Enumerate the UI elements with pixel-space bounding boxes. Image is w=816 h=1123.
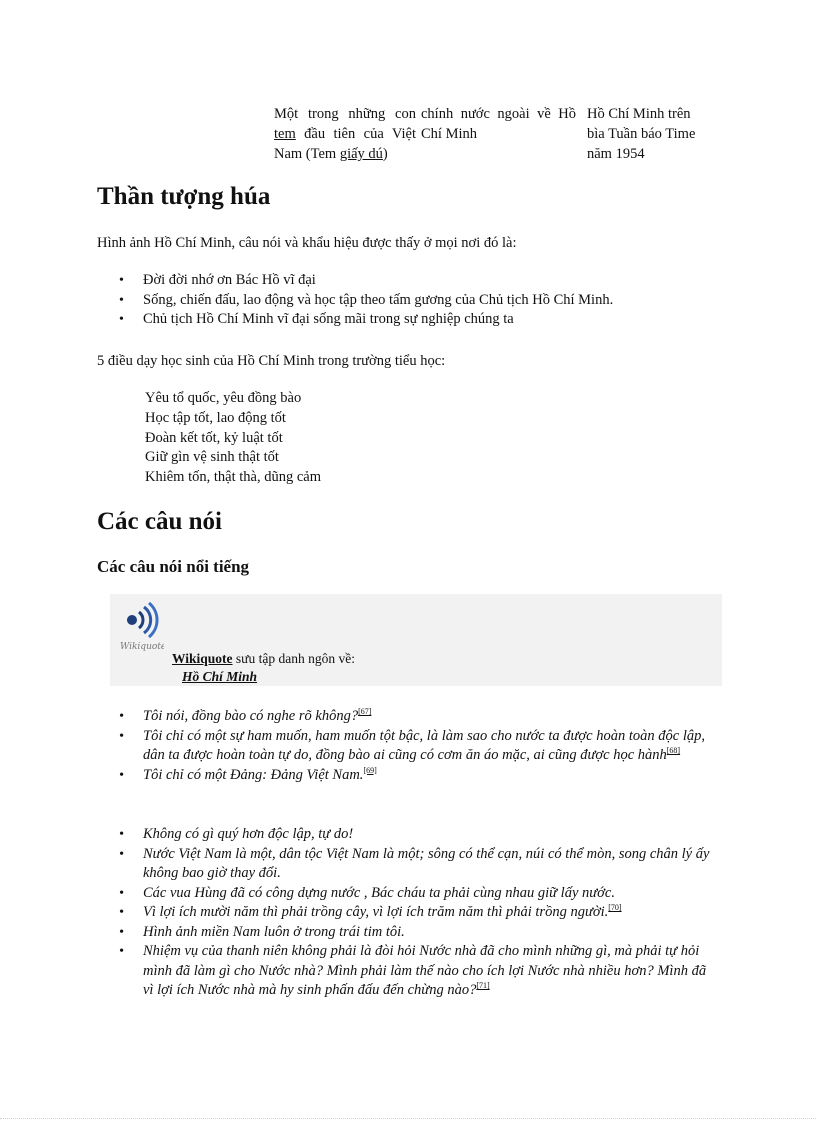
section-heading-quotes: Các câu nói xyxy=(97,508,222,535)
quote-item: • Vì lợi ích mười năm thì phải trồng cây, vì lợi ích trăm năm thì phải trồng người.[70] xyxy=(119,903,719,923)
quote-item: • Không có gì quý hơn độc lập, tự do! xyxy=(119,825,719,845)
svg-text:Wikiquote: Wikiquote xyxy=(120,642,164,652)
quote-item: • Tôi chỉ có một Đảng: Đảng Việt Nam.[69] xyxy=(119,766,719,786)
list-item: • Chủ tịch Hồ Chí Minh vĩ đại sống mãi trong sự nghiệp chúng ta xyxy=(119,310,719,330)
wikiquote-logo-icon xyxy=(118,600,164,654)
paper-link[interactable]: giấy dú xyxy=(339,146,383,162)
citation-link[interactable]: [70] xyxy=(608,903,622,913)
caption-time-cover: Hồ Chí Minh trên bìa Tuần báo Time năm 1954 xyxy=(587,106,696,162)
rule-line: Khiêm tốn, thật thà, dũng cảm xyxy=(145,469,321,486)
wikiquote-box xyxy=(110,594,722,686)
quote-item: • Tôi nói, đồng bào có nghe rõ không?[67] xyxy=(119,707,719,727)
caption-first-stamp: Một trong những con tem đầu tiên của Việt Nam (Tem giấy dú) xyxy=(274,106,416,162)
citation-link[interactable]: [69] xyxy=(363,765,377,775)
five-rules xyxy=(145,389,321,488)
quote-item: • Nhiệm vụ của thanh niên không phải là đòi hỏi Nước nhà đã cho mình những gì, mà phải tự hỏi mình đã làm gì cho Nước nhà? Mình phải làm thế nào cho ích lợi Nước nhà nhiều hơn? Mình đã vì lợi ích Nước nhà mà hy sinh phấn đấu đến chừng nào?[71] xyxy=(119,942,719,1001)
rule-line: Học tập tốt, lao động tốt xyxy=(145,409,286,426)
list-item: • Đời đời nhớ ơn Bác Hồ vĩ đại xyxy=(119,271,719,291)
page-bottom-divider xyxy=(0,1118,816,1119)
citation-link[interactable]: [67] xyxy=(358,707,372,717)
rule-line: Đoàn kết tốt, kỷ luật tốt xyxy=(145,429,283,446)
stamp-link[interactable]: tem xyxy=(274,126,296,142)
wikiquote-subject-link[interactable]: Hồ Chí Minh xyxy=(182,669,258,684)
rules-intro: 5 điều dạy học sinh của Hồ Chí Minh trong trường tiểu học: xyxy=(97,353,446,369)
quotes-list-1 xyxy=(119,707,719,785)
quote-item: • Nước Việt Nam là một, dân tộc Việt Nam là một; sông có thể cạn, núi có thể mòn, song chân lý ấy không bao giờ thay đổi. xyxy=(119,845,719,884)
quote-item: • Các vua Hùng đã có công dựng nước , Bác cháu ta phải cùng nhau giữ lấy nước. xyxy=(119,884,719,904)
subheading-famous-quotes: Các câu nói nổi tiếng xyxy=(97,557,250,576)
citation-link[interactable]: [68] xyxy=(666,746,681,756)
caption-foreign-policy: chính nước ngoài về Hồ Chí Minh xyxy=(421,106,576,142)
quotes-list-2 xyxy=(119,825,719,1001)
section-heading-idolization: Thần tượng húa xyxy=(97,183,271,210)
rule-line: Giữ gìn vệ sinh thật tốt xyxy=(145,449,279,466)
idolization-intro: Hình ảnh Hồ Chí Minh, câu nói và khẩu hiệu được thấy ở mọi nơi đó là: xyxy=(97,235,517,251)
rule-line: Yêu tổ quốc, yêu đồng bào xyxy=(145,390,302,406)
list-item: • Sống, chiến đấu, lao động và học tập theo tấm gương của Chủ tịch Hồ Chí Minh. xyxy=(119,291,719,311)
citation-link[interactable]: [71] xyxy=(476,981,490,991)
quote-item: • Hình ảnh miền Nam luôn ở trong trái tim tôi. xyxy=(119,923,719,943)
quote-item: • Tôi chỉ có một sự ham muốn, ham muốn tột bậc, là làm sao cho nước ta được hoàn toàn độc lập, dân ta được hoàn toàn tự do, đồng bào ai cũng có cơm ăn áo mặc, ai cũng được học hành[68] xyxy=(119,727,719,766)
slogans-list xyxy=(119,271,719,330)
wikiquote-link[interactable]: Wikiquote xyxy=(172,651,233,666)
wikiquote-text: Wikiquote sưu tập danh ngôn về: Hồ Chí Minh xyxy=(172,651,355,684)
